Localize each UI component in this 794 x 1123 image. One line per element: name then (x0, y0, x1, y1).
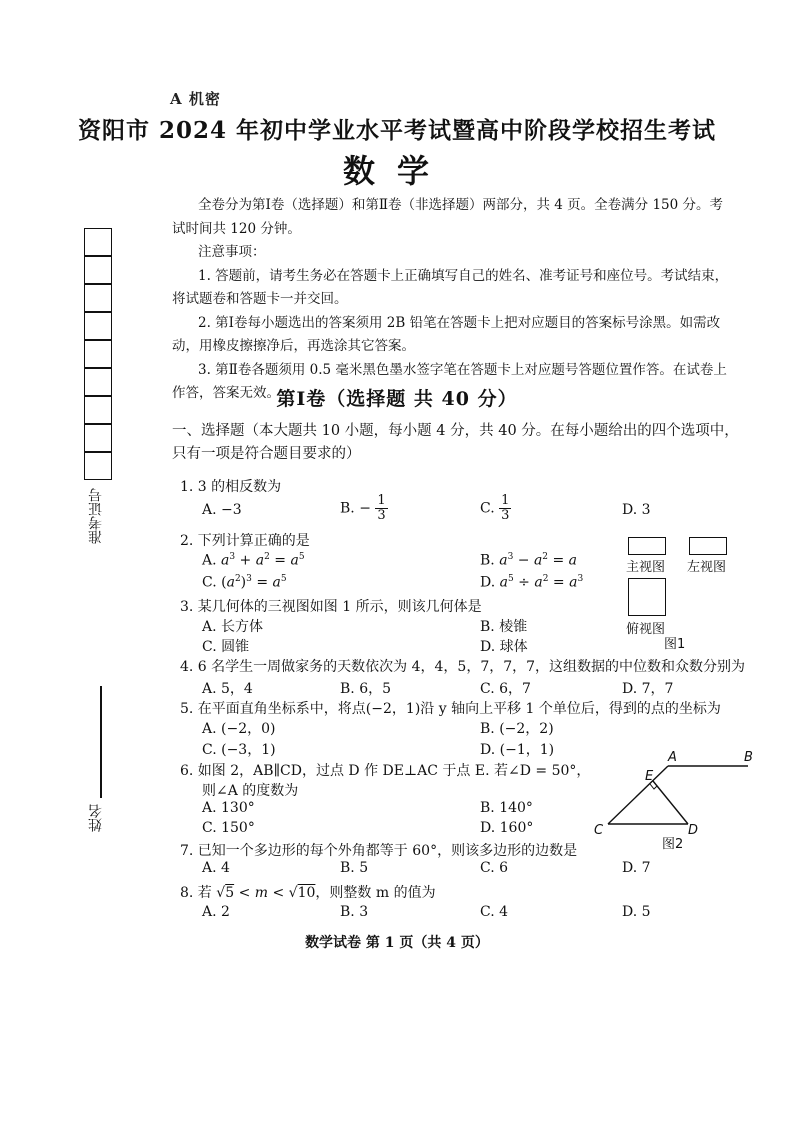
option-c[interactable] (480, 494, 511, 523)
option-a[interactable]: A. 长方体 (202, 619, 264, 635)
sqrt-expression: √5 (216, 885, 235, 901)
denominator: 3 (501, 508, 510, 523)
intro-text: 全卷分为第Ⅰ卷（选择题）和第Ⅱ卷（非选择题）两部分，共 4 页。全卷满分 150 分。考试时间共 120 分钟。 (172, 197, 724, 237)
option-d[interactable]: D. $a^5 \div a^2 = a^3$ (480, 574, 584, 591)
question-stem-continued: 则∠A 的度数为 (202, 783, 299, 799)
option-c[interactable]: C. 6，7 (480, 681, 531, 697)
instructions (172, 194, 732, 406)
confidential-mark: A 机密 (170, 90, 221, 108)
option-d[interactable]: D. 5 (622, 904, 651, 920)
option-b[interactable]: B. 6，5 (340, 681, 392, 697)
exam-number-label: 准考证号 (88, 488, 104, 544)
digit-box[interactable] (84, 284, 112, 312)
option-b[interactable]: B. 棱锥 (480, 619, 528, 635)
sqrt-expression: √10 (288, 885, 316, 901)
fraction (499, 494, 511, 523)
option-d[interactable]: D. 160° (480, 820, 534, 836)
digit-box[interactable] (84, 256, 112, 284)
exam-title: 资阳市 2024 年初中学业水平考试暨高中阶段学校招生考试 (77, 117, 717, 144)
top-view-rect (628, 578, 666, 616)
denominator: 3 (377, 508, 386, 523)
digit-box[interactable] (84, 228, 112, 256)
option-a[interactable]: A. 4 (202, 860, 230, 876)
numerator: 1 (501, 493, 510, 508)
question-stem (180, 882, 436, 902)
option-b[interactable]: B. 140° (480, 800, 533, 816)
option-b[interactable]: B. 5 (340, 860, 369, 876)
fraction (375, 494, 387, 523)
option-b[interactable]: B. $a^3 - a^2 = a$ (480, 552, 578, 569)
figure1-caption: 图1 (664, 637, 686, 652)
option-c[interactable]: C. 150° (202, 820, 255, 836)
segment-ac (608, 766, 668, 824)
option-a[interactable]: A. −3 (202, 502, 242, 518)
option-a[interactable]: A. $a^3 + a^2 = a^5$ (202, 552, 305, 569)
option-d[interactable]: D. 7 (622, 860, 651, 876)
option-a[interactable]: A. 2 (202, 904, 230, 920)
name-label: 姓名 (88, 804, 104, 832)
question-stem: 2. 下列计算正确的是 (180, 533, 310, 549)
option-b[interactable]: B. (−2，2) (480, 721, 554, 737)
option-d[interactable]: D. 7，7 (622, 681, 674, 697)
option-b[interactable]: B. 3 (340, 904, 369, 920)
top-view-label: 俯视图 (626, 622, 666, 637)
radicand: 5 (225, 885, 235, 901)
stem-prefix: 8. 若 (180, 885, 212, 901)
option-d[interactable]: D. 球体 (480, 639, 528, 655)
name-blank-line[interactable] (100, 686, 102, 798)
left-view-label: 左视图 (687, 560, 727, 575)
option-c[interactable]: C. 圆锥 (202, 639, 250, 655)
numerator: 1 (377, 493, 386, 508)
notice-item: 1. 答题前，请考生务必在答题卡上正确填写自己的姓名、准考证号和座位号。考试结束，将试题卷和答题卡一并交回。 (172, 267, 729, 307)
front-view-rect (628, 537, 666, 555)
option-c[interactable]: C. $(a^2)^3 = a^5$ (202, 574, 287, 591)
figure2-caption: 图2 (662, 837, 684, 852)
question-stem: 5. 在平面直角坐标系中，将点(−2，1)沿 y 轴向上平移 1 个单位后，得到的点的坐标为 (180, 701, 721, 717)
option-a[interactable]: A. (−2，0) (202, 721, 276, 737)
point-d-label: D (688, 823, 699, 838)
digit-box[interactable] (84, 452, 112, 480)
option-d[interactable]: D. 3 (622, 502, 651, 518)
segment-de (653, 781, 688, 824)
option-prefix: B. − (340, 500, 371, 517)
question-stem: 6. 如图 2，AB∥CD，过点 D 作 DE⊥AC 于点 E. 若∠D = 50°， (180, 763, 591, 779)
option-prefix: C. (480, 500, 495, 517)
front-view-label: 主视图 (626, 560, 666, 575)
question-stem: 3. 某几何体的三视图如图 1 所示，则该几何体是 (180, 599, 482, 615)
page-footer: 数学试卷 第 1 页（共 4 页） (305, 935, 489, 951)
subject-title: 数学 (342, 152, 451, 190)
option-c[interactable]: C. (−3，1) (202, 742, 276, 758)
notice-item: 2. 第Ⅰ卷每小题选出的答案须用 2B 铅笔在答题卡上把对应题目的答案标号涂黑。如需改动，用橡皮擦擦净后，再选涂其它答案。 (172, 314, 721, 354)
section-heading: 第Ⅰ卷（选择题 共 40 分） (276, 388, 518, 410)
notice-item: 3. 第Ⅱ卷各题须用 0.5 毫米黑色墨水签字笔在答题卡上对应题号答题位置作答。在试卷上作答，答案无效。 (172, 361, 727, 401)
option-b[interactable] (340, 494, 388, 523)
point-e-label: E (645, 769, 654, 784)
question-stem: 1. 3 的相反数为 (180, 479, 282, 495)
point-b-label: B (744, 750, 753, 765)
left-view-rect (689, 537, 727, 555)
option-c[interactable]: C. 6 (480, 860, 509, 876)
stem-suffix: ，则整数 m 的值为 (315, 885, 436, 901)
section-instruction: 一、选择题（本大题共 10 小题，每小题 4 分，共 40 分。在每小题给出的四个选项中，只有一项是符合题目要求的） (172, 423, 739, 462)
digit-box[interactable] (84, 312, 112, 340)
option-a[interactable]: A. 5，4 (202, 681, 253, 697)
point-c-label: C (594, 823, 604, 838)
option-a[interactable]: A. 130° (202, 800, 255, 816)
question-stem: 7. 已知一个多边形的每个外角都等于 60°，则该多边形的边数是 (180, 843, 578, 859)
digit-box[interactable] (84, 340, 112, 368)
stem-inequality: < m < (238, 885, 285, 901)
question-stem: 4. 6 名学生一周做家务的天数依次为 4，4，5，7，7，7，这组数据的中位数和众数分别为 (180, 659, 746, 675)
point-a-label: A (668, 750, 677, 765)
notice-title: 注意事项： (198, 244, 266, 260)
radicand: 10 (297, 885, 316, 901)
option-c[interactable]: C. 4 (480, 904, 509, 920)
option-d[interactable]: D. (−1，1) (480, 742, 555, 758)
digit-box[interactable] (84, 424, 112, 452)
